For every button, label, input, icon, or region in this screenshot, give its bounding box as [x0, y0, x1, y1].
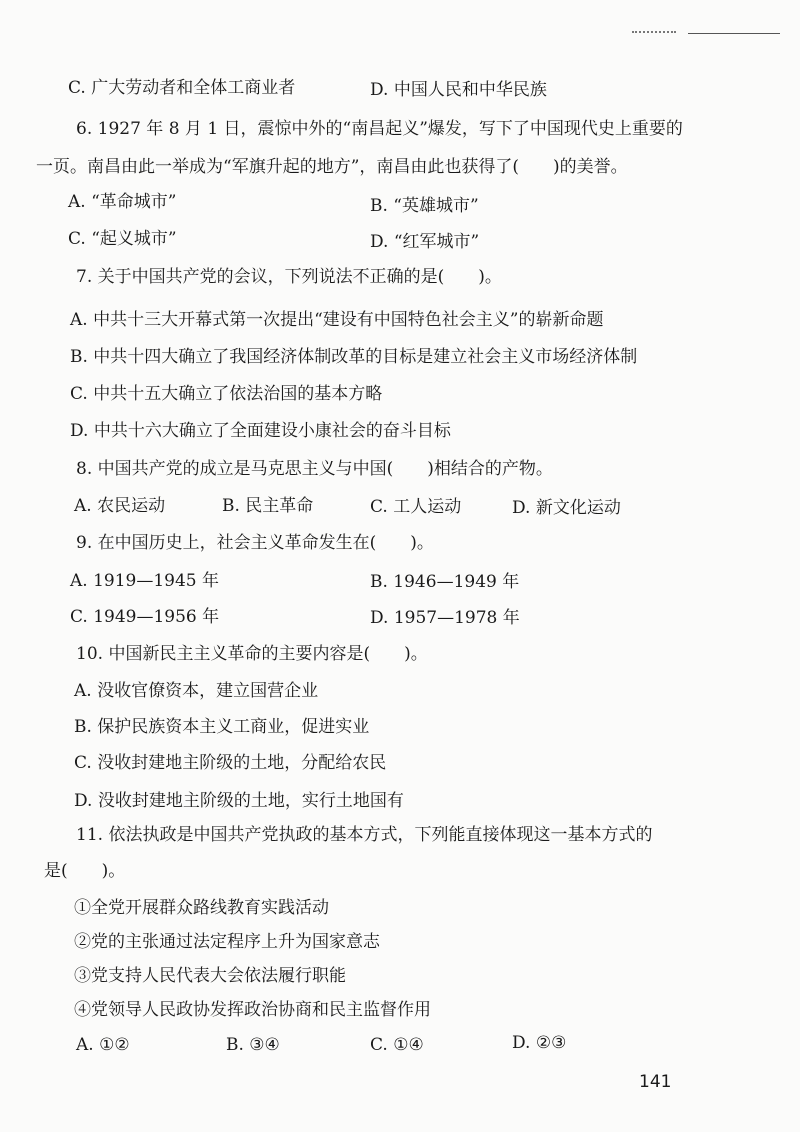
page-number: 141 — [639, 1072, 672, 1092]
q11-option-a: A. ①② — [76, 1035, 130, 1055]
header-rule — [688, 33, 780, 34]
q6-option-a: A. “革命城市” — [68, 192, 177, 212]
q11-item-3: ③党支持人民代表大会依法履行职能 — [74, 966, 346, 986]
q6-option-d: D. “红军城市” — [370, 232, 480, 252]
q6-option-c: C. “起义城市” — [68, 229, 177, 249]
q9-stem: 9. 在中国历史上，社会主义革命发生在( )。 — [76, 533, 434, 553]
q11-item-4: ④党领导人民政协发挥政治协商和民主监督作用 — [74, 1000, 431, 1020]
q8-stem: 8. 中国共产党的成立是马克思主义与中国( )相结合的产物。 — [76, 459, 553, 479]
q11-option-b: B. ③④ — [226, 1035, 280, 1055]
q5-option-d: D. 中国人民和中华民族 — [370, 80, 547, 100]
q7-option-a: A. 中共十三大开幕式第一次提出“建设有中国特色社会主义”的崭新命题 — [70, 310, 604, 330]
q9-option-d: D. 1957—1978 年 — [370, 608, 520, 628]
q10-option-c: C. 没收封建地主阶级的土地，分配给农民 — [74, 753, 387, 773]
q7-option-c: C. 中共十五大确立了依法治国的基本方略 — [70, 384, 383, 404]
q11-stem-line1: 11. 依法执政是中国共产党执政的基本方式，下列能直接体现这一基本方式的 — [76, 825, 653, 845]
q9-option-b: B. 1946—1949 年 — [370, 572, 520, 592]
q6-stem-line1: 6. 1927 年 8 月 1 日，震惊中外的“南昌起义”爆发，写下了中国现代史上重要的 — [76, 119, 683, 139]
q11-item-2: ②党的主张通过法定程序上升为国家意志 — [74, 932, 380, 952]
q10-option-d: D. 没收封建地主阶级的土地，实行土地国有 — [74, 791, 404, 811]
q11-option-c: C. ①④ — [370, 1035, 424, 1055]
q5-option-c: C. 广大劳动者和全体工商业者 — [68, 78, 296, 98]
q11-stem-line2: 是( )。 — [44, 861, 126, 881]
q10-option-a: A. 没收官僚资本，建立国营企业 — [74, 681, 319, 701]
q7-option-d: D. 中共十六大确立了全面建设小康社会的奋斗目标 — [70, 421, 451, 441]
q7-option-b: B. 中共十四大确立了我国经济体制改革的目标是建立社会主义市场经济体制 — [70, 347, 638, 367]
header-dots — [632, 31, 676, 36]
q8-option-c: C. 工人运动 — [370, 497, 462, 517]
q7-stem: 7. 关于中国共产党的会议，下列说法不正确的是( )。 — [76, 267, 502, 287]
q8-option-b: B. 民主革命 — [222, 496, 314, 516]
q10-stem: 10. 中国新民主主义革命的主要内容是( )。 — [76, 644, 428, 664]
q6-option-b: B. “英雄城市” — [370, 196, 479, 216]
q10-option-b: B. 保护民族资本主义工商业，促进实业 — [74, 717, 370, 737]
q11-item-1: ①全党开展群众路线教育实践活动 — [74, 898, 329, 918]
q8-option-a: A. 农民运动 — [74, 496, 166, 516]
q9-option-a: A. 1919—1945 年 — [70, 571, 220, 591]
q8-option-d: D. 新文化运动 — [512, 498, 621, 518]
q9-option-c: C. 1949—1956 年 — [70, 607, 220, 627]
q11-option-d: D. ②③ — [512, 1033, 567, 1053]
q6-stem-line2: 一页。南昌由此一举成为“军旗升起的地方”，南昌由此也获得了( )的美誉。 — [36, 157, 628, 177]
